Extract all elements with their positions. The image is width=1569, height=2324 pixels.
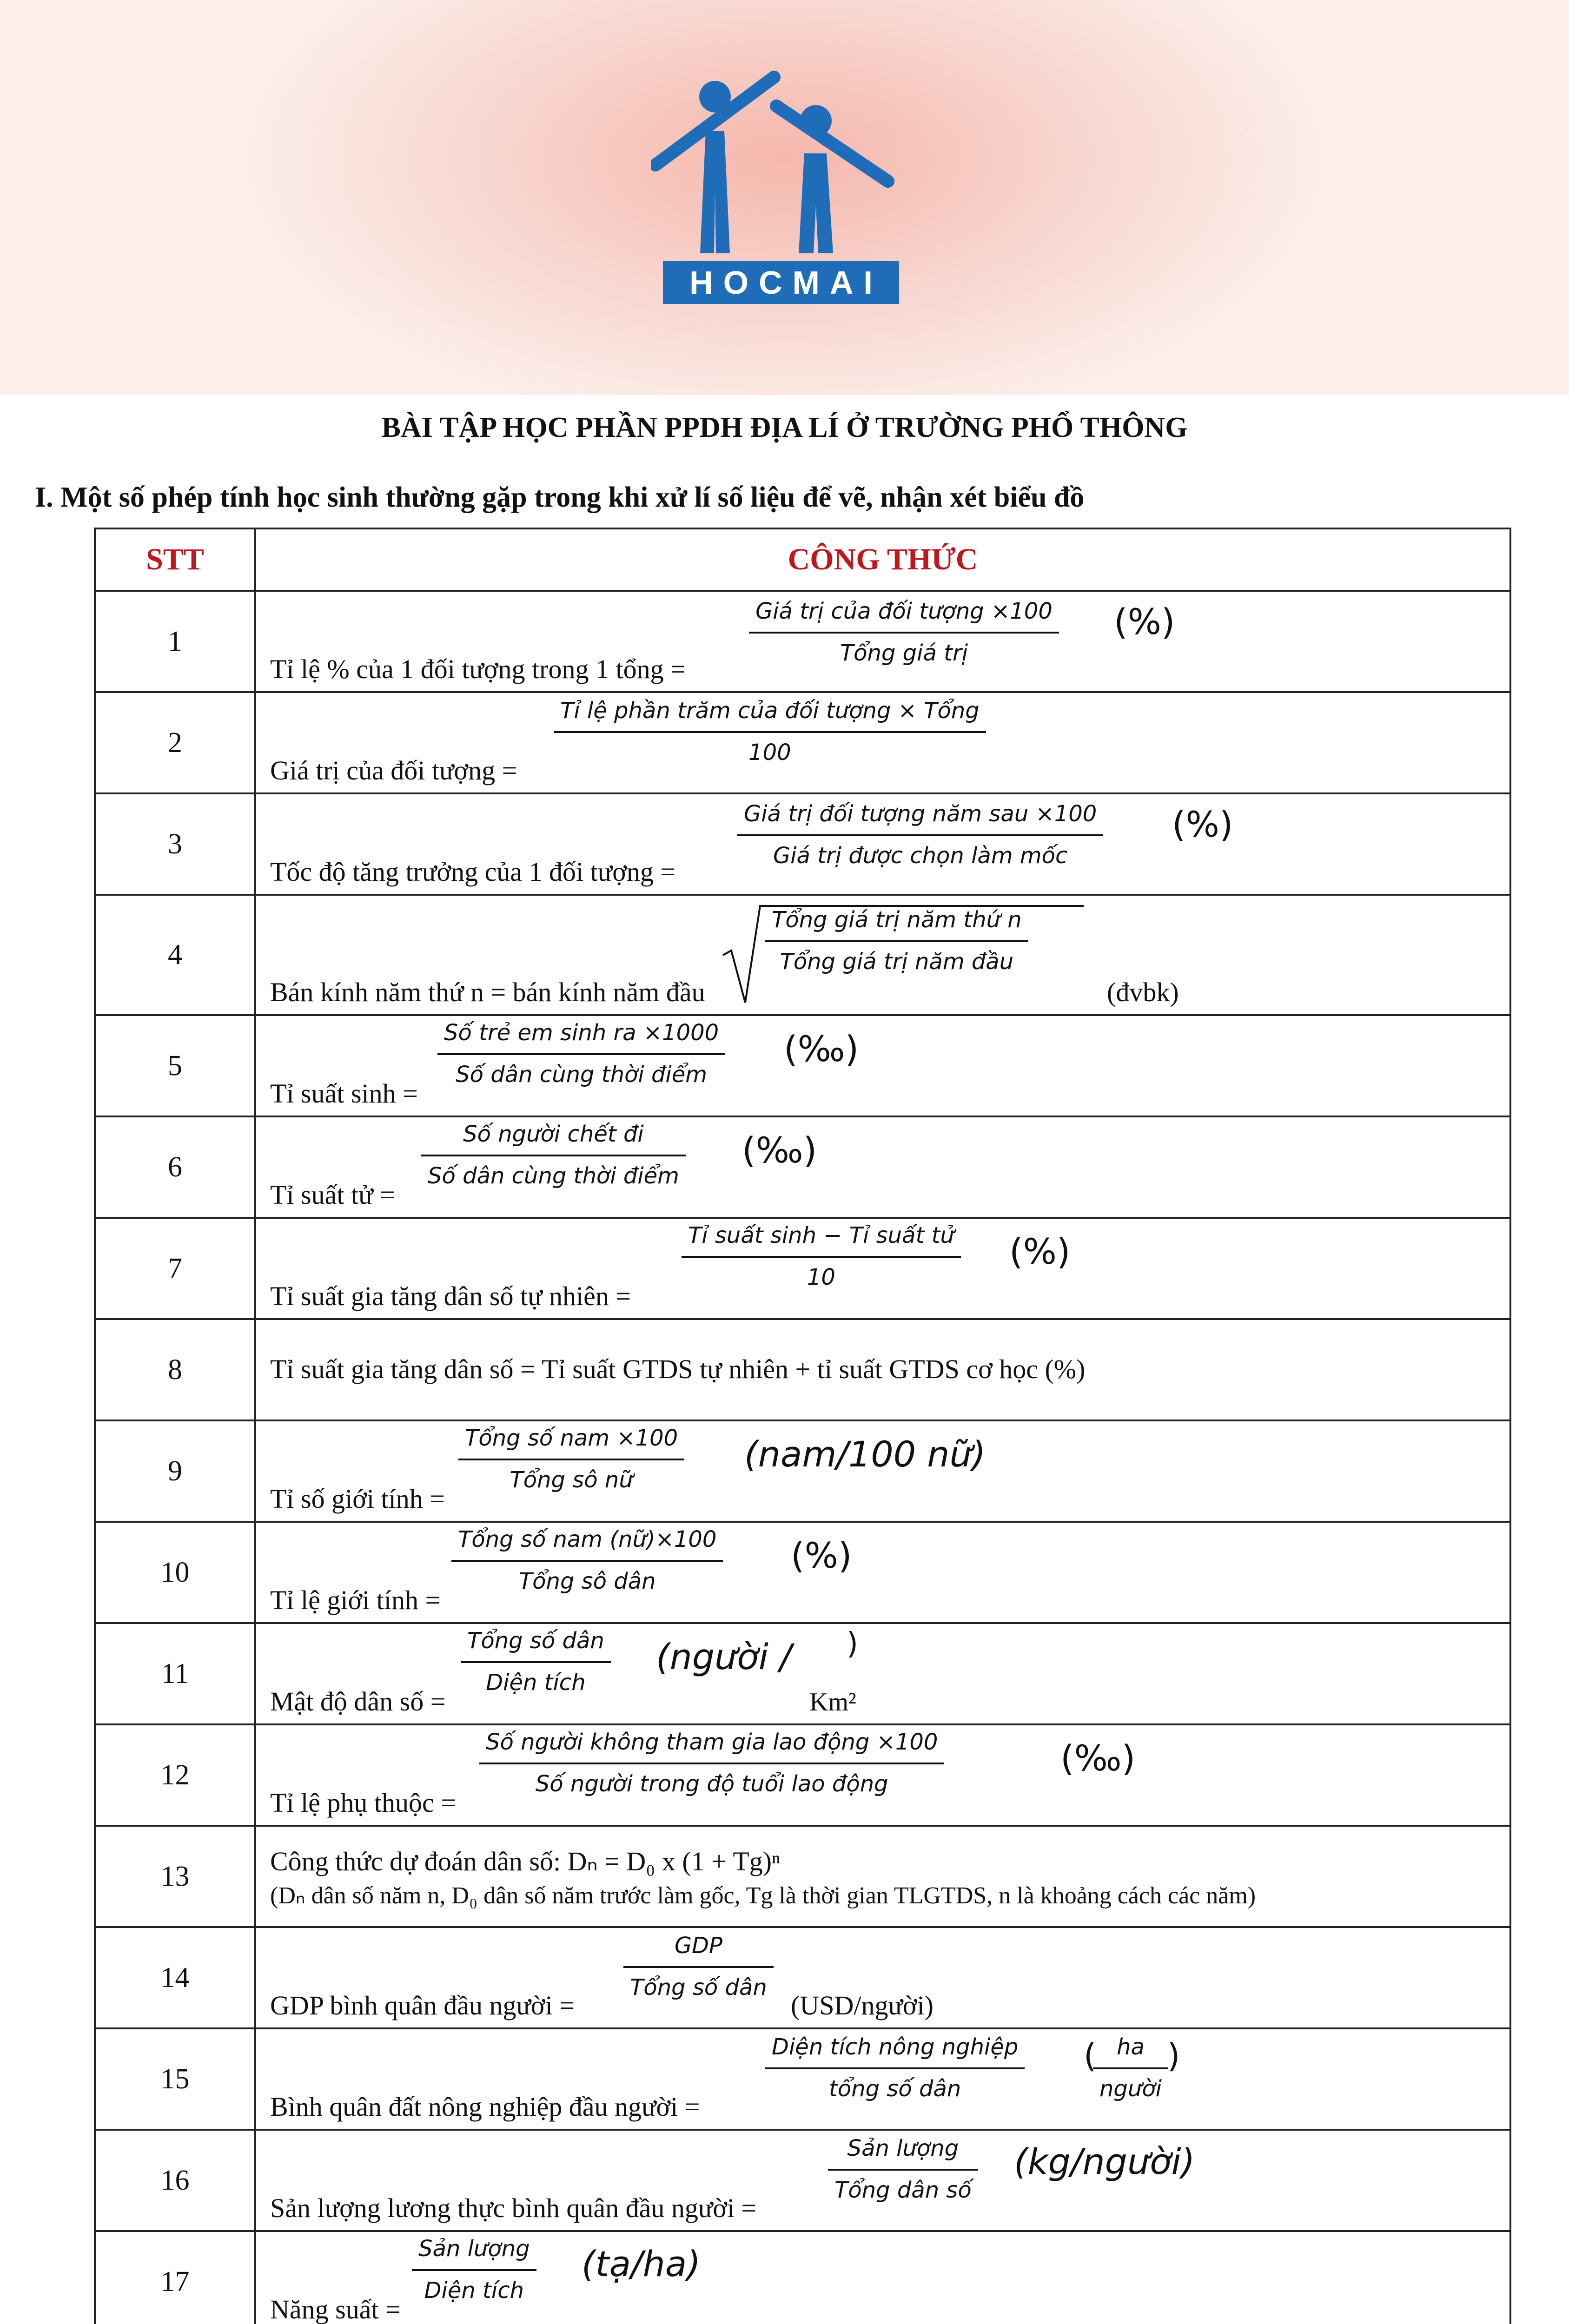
denominator: tổng số dân (829, 2076, 961, 2102)
fraction (412, 2236, 536, 2304)
fraction (421, 1121, 686, 1189)
row-number: 16 (95, 2130, 255, 2231)
logo-text: HOCMAI (663, 261, 899, 304)
table-row (95, 1420, 1510, 1522)
unit: (tạ/ha) (582, 2243, 701, 2284)
children-icon (651, 70, 911, 260)
table-row (95, 1218, 1510, 1319)
formula-cell (255, 692, 1510, 793)
unit-denominator: người (1099, 2076, 1162, 2102)
numerator: Tổng số dân (461, 1628, 611, 1663)
numerator: GDP (623, 1933, 774, 1968)
fraction (737, 801, 1103, 869)
table-row (95, 2231, 1510, 2324)
numerator: Diện tích nông nghiệp (765, 2034, 1025, 2069)
formula-cell (255, 2028, 1510, 2130)
unit: (‰) (742, 1129, 817, 1171)
numerator: Số trẻ em sinh ra ×1000 (437, 1020, 725, 1055)
fraction (479, 1729, 944, 1797)
formula-label: Mật độ dân số = (270, 1686, 446, 1717)
unit-close-paren: ) (1167, 2037, 1180, 2075)
row-number: 17 (95, 2231, 255, 2324)
row-number: 13 (95, 1826, 255, 1927)
unit: (%) (1114, 601, 1175, 642)
denominator: Số dân cùng thời điểm (456, 1062, 708, 1088)
fraction (554, 698, 986, 766)
row-number: 14 (95, 1927, 255, 2028)
numerator: Tổng số nam (nữ)×100 (451, 1526, 723, 1562)
denominator: Diện tích (424, 2278, 524, 2304)
numerator: Số người chết đi (421, 1121, 686, 1156)
row-number: 5 (95, 1015, 255, 1116)
formula-cell (255, 1420, 1510, 1522)
formula-label: Tốc độ tăng trưởng của 1 đối tượng = (270, 857, 676, 887)
fraction (765, 2034, 1025, 2102)
formula-label: Tỉ lệ phụ thuộc = (270, 1788, 456, 1818)
row-number: 12 (95, 1724, 255, 1826)
formula-label: Tỉ lệ % của 1 đối tượng trong 1 tổng = (270, 654, 686, 684)
denominator: Tổng dân số (834, 2177, 972, 2203)
denominator: Tổng sô nữ (510, 1467, 633, 1493)
page-title: BÀI TẬP HỌC PHẦN PPDH ĐỊA LÍ Ở TRƯỜNG PHỔ THÔNG (381, 412, 1188, 443)
fraction (437, 1020, 725, 1088)
numerator: Sản lượng (412, 2236, 536, 2271)
formula-cell (255, 1015, 1510, 1116)
formula-label: Tỉ suất gia tăng dân số tự nhiên = (270, 1281, 631, 1311)
numerator: Sản lượng (828, 2135, 978, 2171)
fraction (461, 1628, 611, 1696)
unit: (đvbk) (1107, 977, 1179, 1007)
formula-text: Công thức dự đoán dân số: Dₙ = D₀ x (1 + Tg)ⁿ (270, 1846, 781, 1876)
denominator: 100 (748, 739, 791, 766)
formula-label: GDP bình quân đầu người = (270, 1990, 575, 2020)
row-number: 10 (95, 1522, 255, 1623)
row-number: 11 (95, 1623, 255, 1724)
numerator: Tổng giá trị năm thứ n (765, 907, 1028, 942)
row-number: 2 (95, 692, 255, 793)
fraction (623, 1933, 774, 2000)
unit: (%) (1009, 1231, 1071, 1272)
formula-cell (255, 1319, 1510, 1420)
denominator: Giá trị được chọn làm mốc (773, 843, 1068, 869)
fraction (828, 2135, 978, 2203)
table-row (95, 591, 1510, 692)
denominator: Tổng giá trị năm đầu (780, 949, 1014, 975)
row-number: 8 (95, 1319, 255, 1420)
fraction (451, 1526, 723, 1594)
column-header-formula: CÔNG THỨC (255, 528, 1510, 591)
table-row (95, 1015, 1510, 1116)
unit-close-paren: ) (847, 1627, 858, 1661)
table-header-row (95, 528, 1510, 591)
denominator: Diện tích (486, 1670, 586, 1696)
formula-cell (255, 1623, 1510, 1724)
formula-note: (Dₙ dân số năm n, D₀ dân số năm trước làm gốc, Tg là thời gian TLGTDS, n là khoảng cách các năm) (270, 1882, 1256, 1909)
row-number: 15 (95, 2028, 255, 2130)
formula-cell (255, 1116, 1510, 1218)
table-row (95, 2130, 1510, 2231)
formula-label: Tỉ suất tử = (270, 1180, 395, 1210)
formula-cell (255, 895, 1510, 1015)
formula-cell (255, 1724, 1510, 1826)
table-row (95, 2028, 1510, 2130)
hocmai-logo (651, 70, 911, 311)
formula-label: Năng suất = (270, 2294, 401, 2324)
formula-label: Tỉ số giới tính = (270, 1484, 445, 1514)
row-number: 4 (95, 895, 255, 1015)
unit-km2: Km² (809, 1688, 856, 1717)
formula-text: Tỉ suất gia tăng dân số = Tỉ suất GTDS tự nhiên + tỉ suất GTDS cơ học (%) (270, 1354, 1086, 1384)
denominator: Tổng sô dân (518, 1568, 656, 1594)
formula-label: Sản lượng lương thực bình quân đầu người = (270, 2193, 757, 2223)
numerator: Số người không tham gia lao động ×100 (479, 1729, 944, 1764)
formula-cell (255, 1218, 1510, 1319)
table-row (95, 1623, 1510, 1724)
table-row (95, 793, 1510, 895)
table-row (95, 1116, 1510, 1218)
formula-cell (255, 1522, 1510, 1623)
section-heading: I. Một số phép tính học sinh thường gặp trong khi xử lí số liệu để vẽ, nhận xét biểu đồ (35, 482, 1085, 513)
table-row (95, 1319, 1510, 1420)
formula-cell (255, 793, 1510, 895)
row-number: 9 (95, 1420, 255, 1522)
unit-fraction (1093, 2034, 1168, 2102)
row-number: 6 (95, 1116, 255, 1218)
fraction (765, 907, 1028, 975)
unit: (‰) (784, 1028, 859, 1070)
fraction (458, 1425, 684, 1493)
unit: (kg/người) (1014, 2141, 1195, 2182)
table-row (95, 1826, 1510, 1927)
table-row (95, 692, 1510, 793)
formula-cell (255, 1826, 1510, 1927)
formula-label: Bán kính năm thứ n = bán kính năm đầu (270, 977, 705, 1007)
numerator: Giá trị của đối tượng ×100 (749, 598, 1059, 634)
row-number: 3 (95, 793, 255, 895)
formula-cell (255, 1927, 1510, 2028)
formula-label: Tỉ suất sinh = (270, 1078, 418, 1109)
formula-cell (255, 2231, 1510, 2324)
unit-numerator: ha (1093, 2034, 1168, 2069)
unit-open-paren: ( (1084, 2037, 1097, 2075)
column-header-stt: STT (95, 528, 255, 591)
unit: (nam/100 nữ) (744, 1433, 986, 1475)
numerator: Tỉ lệ phần trăm của đối tượng × Tổng (554, 698, 986, 733)
formula-label: Giá trị của đối tượng = (270, 755, 517, 786)
unit: (‰) (1060, 1737, 1136, 1779)
denominator: Tổng giá trị (840, 640, 968, 666)
denominator: Số người trong độ tuổi lao động (535, 1771, 888, 1797)
fraction (682, 1222, 961, 1290)
numerator: Tổng số nam ×100 (458, 1425, 684, 1460)
formula-label: Bình quân đất nông nghiệp đầu người = (270, 2092, 700, 2122)
denominator: Số dân cùng thời điểm (428, 1163, 679, 1189)
unit: (người / (656, 1636, 792, 1677)
denominator: 10 (807, 1264, 835, 1290)
numerator: Giá trị đối tượng năm sau ×100 (737, 801, 1103, 836)
formula-table (94, 528, 1511, 2324)
table-row (95, 1927, 1510, 2028)
fraction (749, 598, 1059, 666)
row-number: 1 (95, 591, 255, 692)
formula-label: Tỉ lệ giới tính = (270, 1585, 441, 1615)
table-row (95, 895, 1510, 1015)
formula-cell (255, 591, 1510, 692)
row-number: 7 (95, 1218, 255, 1319)
unit: (%) (1172, 804, 1233, 845)
unit: (%) (791, 1535, 852, 1576)
table-row (95, 1724, 1510, 1826)
unit: (USD/người) (791, 1990, 933, 2020)
formula-cell (255, 2130, 1510, 2231)
numerator: Tỉ suất sinh − Tỉ suất tử (682, 1222, 961, 1258)
denominator: Tổng số dân (630, 1974, 767, 2000)
table-row (95, 1522, 1510, 1623)
